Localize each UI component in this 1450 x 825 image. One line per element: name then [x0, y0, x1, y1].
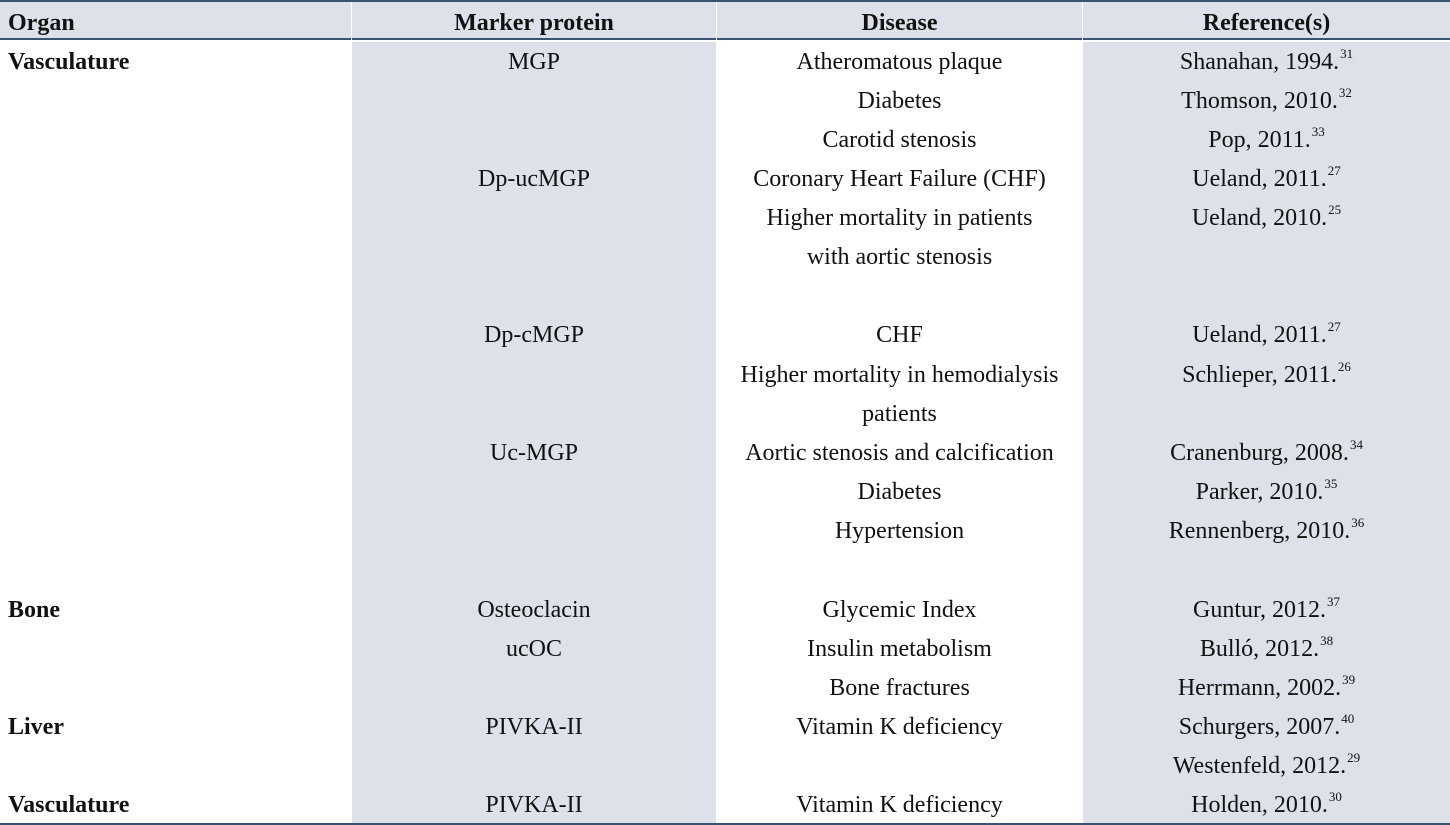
reference-citation-number: 29 — [1347, 750, 1361, 765]
reference-cell — [1083, 591, 1450, 630]
reference-citation-number: 40 — [1341, 711, 1355, 726]
disease-cell: Higher mortality in patients — [766, 205, 1033, 231]
header-references: Reference(s) — [1202, 10, 1331, 36]
reference-cell — [1083, 708, 1450, 747]
reference-cell — [1083, 669, 1450, 708]
reference-citation-number: 39 — [1342, 672, 1356, 687]
marker-protein-cell: PIVKA-II — [485, 714, 583, 740]
marker-protein-cell: Dp-cMGP — [484, 322, 584, 348]
reference-text: Ueland, 2010. — [1191, 205, 1328, 231]
reference-citation-number: 27 — [1327, 319, 1341, 334]
reference-citation-number: 33 — [1311, 124, 1325, 139]
reference-text: Bulló, 2012. — [1199, 636, 1320, 662]
organ-cell: Liver — [8, 714, 64, 740]
reference-text: Parker, 2010. — [1195, 479, 1324, 505]
reference-cell — [1083, 630, 1450, 669]
reference-cell — [1083, 82, 1450, 121]
reference-citation-number: 30 — [1328, 789, 1342, 804]
reference-text: Thomson, 2010. — [1181, 88, 1338, 114]
organ-cell: Bone — [8, 597, 61, 623]
disease-cell: CHF — [876, 322, 923, 348]
marker-protein-cell: PIVKA-II — [485, 792, 583, 818]
disease-cell: Diabetes — [857, 88, 942, 114]
marker-protein-cell: MGP — [507, 49, 561, 75]
reference-citation-number: 31 — [1340, 46, 1354, 61]
reference-citation-number: 35 — [1324, 476, 1338, 491]
disease-cell: Coronary Heart Failure (CHF) — [753, 166, 1046, 192]
disease-cell: Higher mortality in hemodialysis — [740, 362, 1059, 388]
marker-protein-cell: Osteoclacin — [477, 597, 591, 623]
reference-text: Ueland, 2011. — [1192, 166, 1327, 192]
disease-cell: Insulin metabolism — [807, 636, 992, 662]
disease-cell: with aortic stenosis — [806, 244, 993, 270]
reference-text: Rennenberg, 2010. — [1168, 518, 1351, 544]
disease-cell: Glycemic Index — [822, 597, 977, 623]
disease-cell: patients — [862, 401, 937, 427]
reference-citation-number: 32 — [1338, 85, 1352, 100]
header-disease: Disease — [861, 10, 938, 36]
reference-citation-number: 36 — [1351, 515, 1365, 530]
table-header — [0, 0, 1450, 40]
reference-text: Herrmann, 2002. — [1177, 675, 1342, 701]
disease-cell: Bone fractures — [829, 675, 970, 701]
reference-text: Pop, 2011. — [1208, 127, 1311, 153]
disease-cell: Atheromatous plaque — [796, 49, 1003, 75]
reference-cell — [1083, 356, 1450, 395]
reference-text: Cranenburg, 2008. — [1170, 440, 1349, 466]
disease-cell: Carotid stenosis — [822, 127, 977, 153]
reference-text: Ueland, 2011. — [1192, 322, 1327, 348]
disease-cell: Hypertension — [834, 518, 965, 544]
reference-cell — [1083, 199, 1450, 238]
disease-cell: Aortic stenosis and calcification — [745, 440, 1054, 466]
reference-cell — [1083, 121, 1450, 160]
reference-cell — [1083, 512, 1450, 551]
reference-citation-number: 25 — [1328, 202, 1342, 217]
reference-text: Schlieper, 2011. — [1182, 362, 1337, 388]
organ-cell: Vasculature — [8, 49, 130, 75]
reference-text: Holden, 2010. — [1191, 792, 1328, 818]
reference-citation-number: 26 — [1337, 359, 1351, 374]
disease-cell: Diabetes — [857, 479, 942, 505]
reference-citation-number: 38 — [1320, 633, 1334, 648]
reference-cell — [1083, 43, 1450, 82]
reference-cell — [1083, 316, 1450, 355]
marker-protein-cell: Dp-ucMGP — [478, 166, 590, 192]
reference-citation-number: 37 — [1327, 594, 1341, 609]
reference-citation-number: 34 — [1349, 437, 1363, 452]
header-marker-protein: Marker protein — [454, 10, 614, 36]
reference-cell — [1083, 747, 1450, 786]
reference-text: Schurgers, 2007. — [1178, 714, 1341, 740]
marker-protein-cell: ucOC — [506, 636, 562, 662]
reference-text: Guntur, 2012. — [1192, 597, 1327, 623]
reference-cell — [1083, 473, 1450, 512]
reference-cell — [1083, 160, 1450, 199]
disease-cell: Vitamin K deficiency — [796, 714, 1003, 740]
reference-citation-number: 27 — [1327, 163, 1341, 178]
header-organ: Organ — [8, 10, 75, 36]
marker-protein-cell: Uc-MGP — [490, 440, 578, 466]
reference-cell — [1083, 786, 1450, 825]
organ-cell: Vasculature — [8, 792, 130, 818]
reference-text: Shanahan, 1994. — [1179, 49, 1340, 75]
reference-cell — [1083, 434, 1450, 473]
disease-cell: Vitamin K deficiency — [796, 792, 1003, 818]
reference-text: Westenfeld, 2012. — [1172, 753, 1347, 779]
